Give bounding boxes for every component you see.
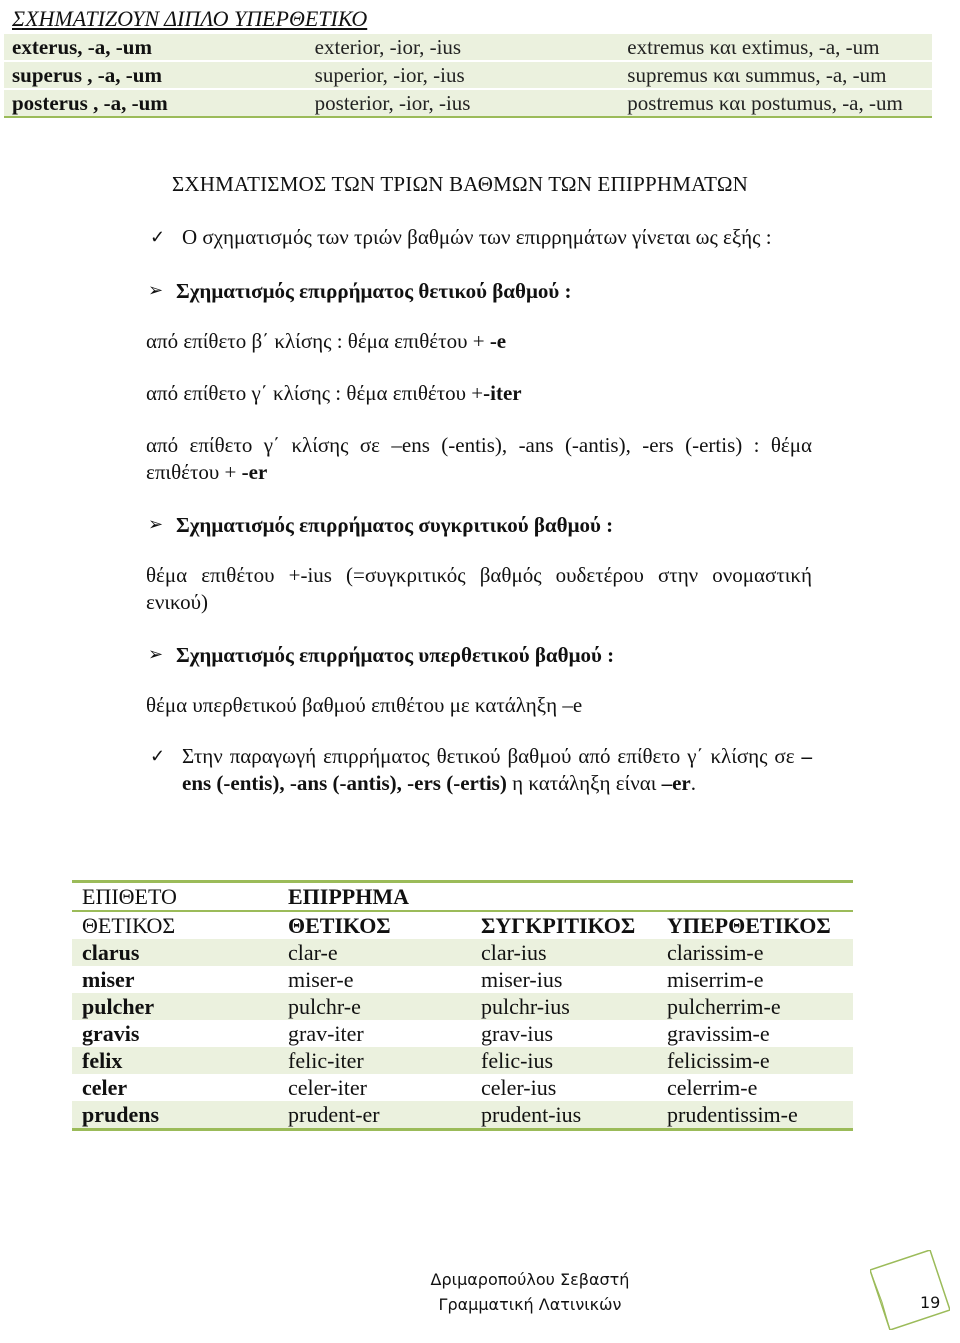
table-cell: clar-e: [288, 940, 338, 965]
ending: -er: [241, 460, 268, 484]
table-cell: felix: [82, 1048, 123, 1073]
comparative-heading: Σχηματισμός επιρρήματος συγκριτικού βαθμού :: [176, 513, 614, 537]
note-ending: –er: [661, 771, 691, 795]
table-cell: gravis: [82, 1021, 140, 1046]
table-cell: clarus: [82, 940, 140, 965]
table-cell: felic-iter: [288, 1048, 364, 1073]
table-row: [72, 1020, 853, 1047]
page-number: 19: [920, 1293, 941, 1312]
table-cell: prudens: [82, 1102, 160, 1127]
arrowhead-icon: ➢: [148, 644, 164, 664]
ending: -e: [489, 329, 507, 353]
table-header-row: [72, 911, 853, 939]
table-cell: miser-e: [288, 967, 354, 992]
superlative-heading: Σχηματισμός επιρρήματος υπερθετικού βαθμού :: [176, 643, 615, 667]
table-header-row: [72, 882, 853, 912]
table-cell: celer: [82, 1075, 128, 1100]
ending: -iter: [483, 381, 522, 405]
comparative-rule: θέμα επιθέτου +-ius (=συγκριτικός βαθμός ουδετέρου στην ονομαστική ενικού): [146, 563, 812, 614]
table-header-cell: ΘΕΤΙΚΟΣ: [288, 913, 391, 938]
table-cell: celer-ius: [481, 1075, 557, 1100]
table-row: [72, 993, 853, 1020]
note-forms: –ens (-entis), -ans (-antis), -ers (-ertis): [182, 744, 812, 795]
note-tail: .: [690, 771, 697, 795]
table-cell: postremus και postumus, -a, -um: [627, 91, 903, 115]
page-number-badge: [870, 1250, 950, 1330]
note-mid: η κατάληξη είναι: [506, 771, 662, 795]
table-cell: miser-ius: [481, 967, 563, 992]
table-cell: prudentissim-e: [667, 1102, 798, 1127]
table-row: [4, 61, 932, 89]
rule-text: από επίθετο γ΄ κλίσης σε –ens (-entis), -ans (-antis), -ers (-ertis) : θέμα επιθέτου +: [146, 433, 812, 484]
table-row: [4, 34, 932, 61]
table-cell: prudent-ius: [481, 1102, 582, 1127]
arrowhead-icon: ➢: [148, 514, 164, 534]
table-cell: exterus, -a, -um: [12, 35, 152, 59]
table-cell: miser: [82, 967, 135, 992]
table-cell: celerrim-e: [667, 1075, 758, 1100]
table-row: [72, 1047, 853, 1074]
note-lead: Στην παραγωγή επιρρήματος θετικού βαθμού από επίθετο γ΄ κλίσης σε: [182, 744, 802, 768]
table-row: [4, 89, 932, 117]
superlative-rule: θέμα υπερθετικού βαθμού επιθέτου με κατάληξη –e: [146, 693, 583, 717]
checkmark-icon: ✓: [150, 746, 166, 766]
table-cell: supremus και summus, -a, -um: [627, 63, 887, 87]
table-cell: pulchr-e: [288, 994, 361, 1019]
intro-text: Ο σχηματισμός των τριών βαθμών των επιρρημάτων γίνεται ως εξής :: [182, 225, 772, 249]
table-cell: felicissim-e: [667, 1048, 770, 1073]
table-cell: miserrim-e: [667, 967, 764, 992]
table-cell: posterior, -ior, -ius: [314, 91, 471, 115]
table-header-cell: ΕΠΙΡΡΗΜΑ: [288, 884, 409, 909]
arrowhead-icon: ➢: [148, 280, 164, 300]
table-header-cell: [471, 882, 657, 912]
table-cell: extremus και extimus, -a, -um: [627, 35, 880, 59]
table-row: [72, 1101, 853, 1130]
rule-text: από επίθετο β΄ κλίσης : θέμα επιθέτου +: [146, 329, 490, 353]
checkmark-icon: ✓: [150, 227, 166, 247]
table-row: [72, 939, 853, 966]
section-heading: ΣΧΗΜΑΤΙΣΜΟΣ ΤΩΝ ΤΡΙΩΝ ΒΑΘΜΩΝ ΤΩΝ ΕΠΙΡΡΗΜΑΤΩΝ: [172, 172, 748, 196]
table-cell: pulcher: [82, 994, 155, 1019]
footer-author: Δριμαροπούλου Σεβαστή: [430, 1270, 630, 1289]
table-cell: posterus , -a, -um: [12, 91, 168, 115]
positive-rule-3: [146, 432, 812, 486]
table-cell: exterior, -ior, -ius: [314, 35, 462, 59]
table-header-cell: [657, 882, 853, 912]
table-cell: pulchr-ius: [481, 994, 570, 1019]
table-cell: clar-ius: [481, 940, 547, 965]
table-cell: prudent-er: [288, 1102, 380, 1127]
footer-subject: Γραμματική Λατινικών: [438, 1295, 622, 1314]
adverb-degrees-table: [72, 880, 853, 1131]
positive-rule-2: [146, 380, 522, 407]
rule-text: από επίθετο γ΄ κλίσης : θέμα επιθέτου +: [146, 381, 484, 405]
superlative-double-title: ΣΧΗΜΑΤΙΖΟΥΝ ΔΙΠΛΟ ΥΠΕΡΘΕΤΙΚΟ: [12, 6, 368, 31]
positive-rule-1: [146, 328, 506, 355]
table-header-cell: ΥΠΕΡΘΕΤΙΚΟΣ: [667, 913, 831, 938]
table-cell: superior, -ior, -ius: [314, 63, 465, 87]
table-row: [72, 966, 853, 993]
table-cell: celer-iter: [288, 1075, 367, 1100]
table-header-cell: ΣΥΓΚΡΙΤΙΚΟΣ: [481, 913, 636, 938]
table-header-cell: ΘΕΤΙΚΟΣ: [82, 913, 176, 938]
table-cell: grav-iter: [288, 1021, 364, 1046]
table-cell: clarissim-e: [667, 940, 764, 965]
table-row: [72, 1074, 853, 1101]
double-superlative-table: [4, 34, 932, 118]
table-cell: superus , -a, -um: [12, 63, 162, 87]
positive-heading: Σχηματισμός επιρρήματος θετικού βαθμού :: [176, 279, 572, 303]
table-cell: grav-ius: [481, 1021, 554, 1046]
table-cell: pulcherrim-e: [667, 994, 781, 1019]
table-header-cell: ΕΠΙΘΕΤΟ: [82, 884, 177, 909]
note-text: [182, 743, 812, 797]
table-cell: felic-ius: [481, 1048, 554, 1073]
table-cell: gravissim-e: [667, 1021, 770, 1046]
